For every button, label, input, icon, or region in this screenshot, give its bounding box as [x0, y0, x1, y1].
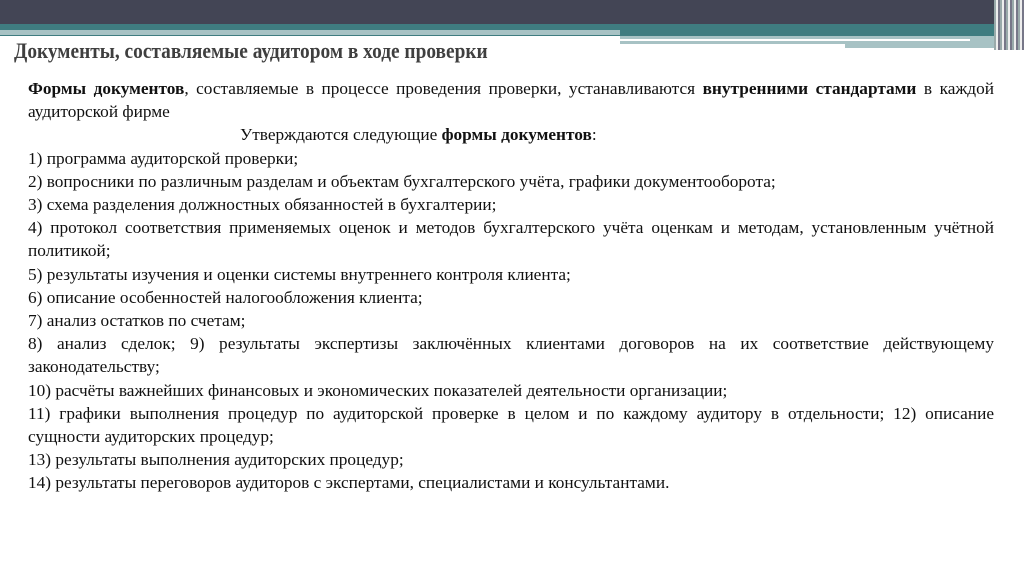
list-item: 7) анализ остатков по счетам;: [28, 311, 246, 331]
list-item: 3) схема разделения должностных обязанностей в бухгалтерии;: [28, 195, 497, 215]
list-item: 6) описание особенностей налогообложения клиента;: [28, 287, 423, 307]
header-band-line: [620, 39, 970, 41]
slide-title: Документы, составляемые аудитором в ходе проверки: [14, 38, 488, 63]
intro-text: , составляемые в процессе проведения проверки, устанавливаются: [184, 79, 703, 98]
list-item: 5) результаты изучения и оценки системы внутреннего контроля клиента;: [28, 264, 571, 284]
header-stripes: [994, 0, 1024, 50]
subhead-text: :: [591, 125, 597, 145]
list-item: 4) протокол соответствия применяемых оценок и методов бухгалтерского учёта оценкам и методам, установленным учётной политикой;: [28, 218, 994, 261]
subhead-bold: формы документов: [441, 125, 592, 145]
list-item: 1) программа аудиторской проверки;: [28, 148, 299, 168]
subhead-text: Утверждаются следующие: [240, 125, 442, 145]
slide-body: [28, 77, 994, 495]
intro-paragraph: [28, 77, 994, 123]
list-item: 8) анализ сделок; 9) результаты экспертизы заключённых клиентами договоров на их соответствие действующему законодательству;: [28, 334, 994, 377]
intro-text: в каждой аудиторской фирме: [28, 79, 994, 122]
header-band-light: [0, 30, 620, 35]
list-item: 11) графики выполнения процедур по аудиторской проверке в целом и по каждому аудитору в отдельности; 12) описание сущности аудиторских процедур;: [28, 403, 994, 447]
intro-bold: Формы документов: [28, 79, 185, 98]
subheading: [28, 123, 994, 146]
intro-bold: внутренними стандартами: [702, 79, 917, 98]
header-band-dark: [0, 0, 1024, 24]
list-item: 13) результаты выполнения аудиторских процедур;: [28, 450, 404, 470]
list-item: 2) вопросники по различным разделам и объектам бухгалтерского учёта, графики документооборота;: [28, 171, 776, 191]
list-item: 14) результаты переговоров аудиторов с экспертами, специалистами и консультантами.: [28, 473, 670, 493]
list-item: 10) расчёты важнейших финансовых и экономических показателей деятельности организации;: [28, 380, 728, 400]
